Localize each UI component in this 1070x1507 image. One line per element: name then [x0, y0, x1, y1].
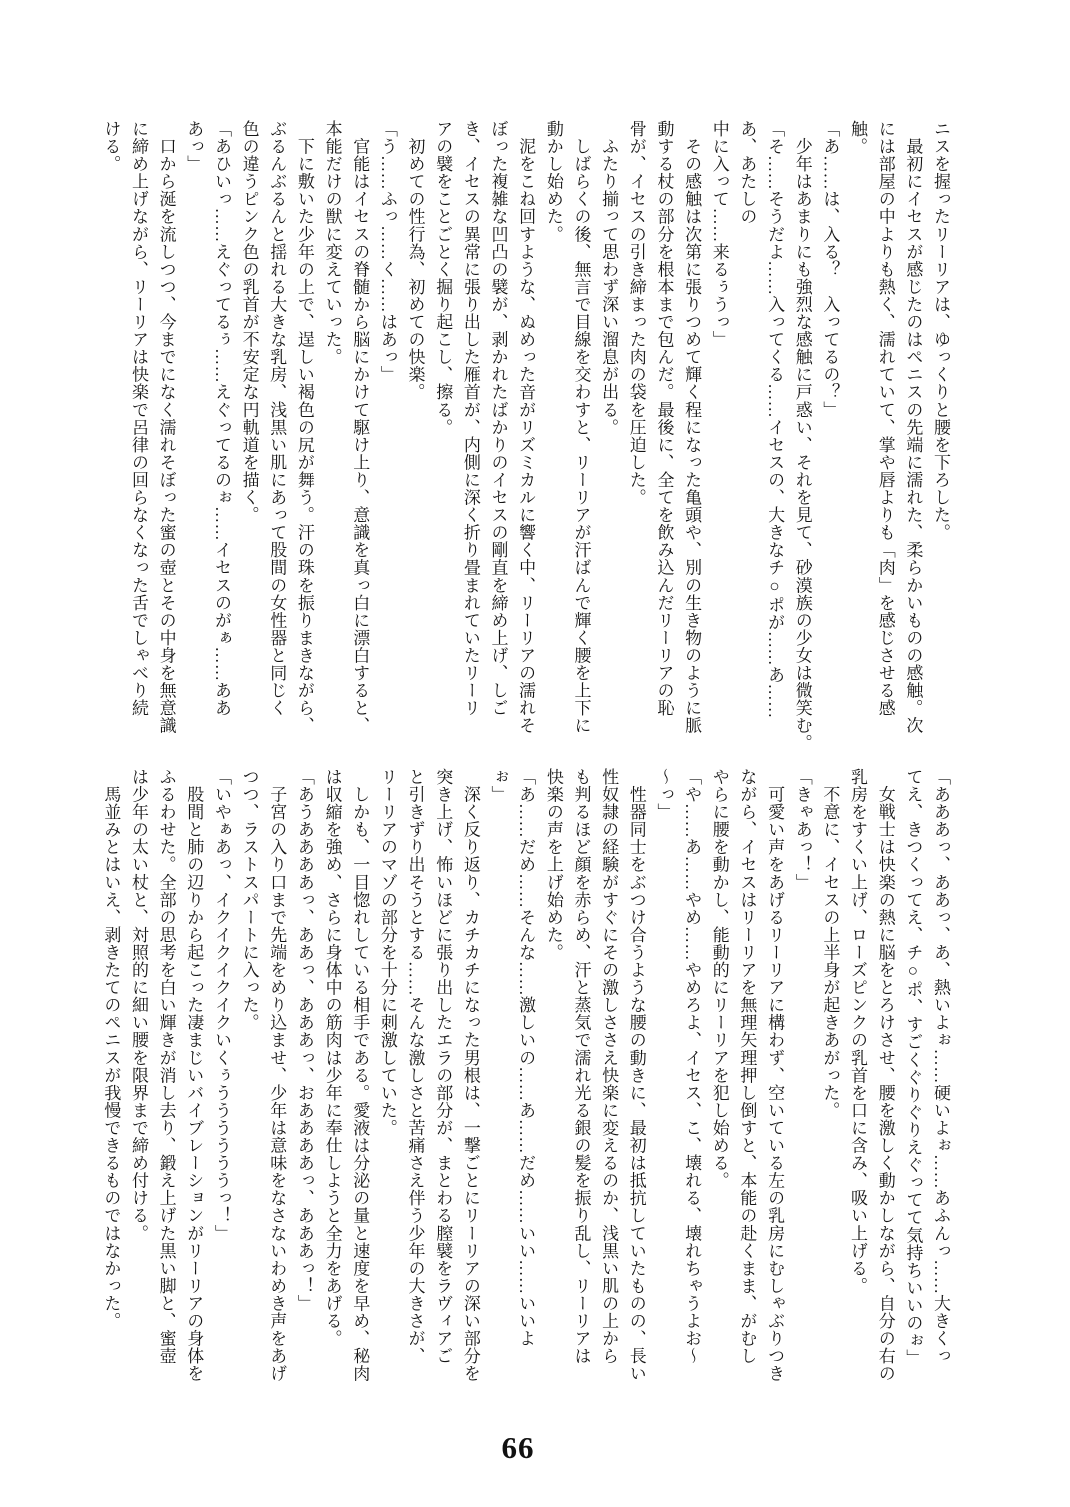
text-column-line: しかも、一目惚れしている相手である。愛液は分泌の量と速度を早め、秘肉 [350, 768, 370, 1383]
text-column-line: には部屋の中よりも熱く、濡れていて、掌や唇よりも「肉」を感じさせる感 [875, 120, 895, 717]
text-column-line: 下に敷いた少年の上で、逞しい褐色の尻が舞う。汗の珠を振りまきながら、 [294, 120, 314, 735]
text-column-line: 「や……あ……やめ……やめろよ、イセス、こ、壊れる、壊れちゃうよお～ [682, 768, 702, 1365]
text-column-line: ぼった複雑な凹凸の襞が、剥かれたばかりのイセスの剛直を締め上げ、しご [488, 120, 508, 717]
text-column-line: 「あああっ、ああっ、あ、熱いよぉ……硬いよぉ……あふんっ……大きくっ [931, 768, 950, 1365]
text-column-line: 可愛い声をあげるリーリアに構わず、空いている左の乳房にむしゃぶりつき [765, 768, 785, 1383]
text-column-line: 「きゃあっ！」 [792, 768, 812, 891]
text-column-line: 動する杖の部分を根本まで包んだ。最後に、全てを飲み込んだリーリアの恥 [654, 120, 674, 717]
text-column-line: しばらくの後、無言で目線を交わすと、リーリアが汗ばんで輝く腰を上下に [571, 120, 591, 735]
text-column-line: 初めての性行為、初めての快楽。 [405, 120, 425, 401]
text-column-line: リーリアのマゾの部分を十分に刺激していた。 [377, 768, 397, 1137]
text-column-line: 泥をこね回すような、ぬめった音がリズミカルに響く中、リーリアの濡れそ [516, 120, 536, 735]
text-column-line: 股間と肺の辺りから起こった凄まじいバイブレーションがリーリアの身体を [184, 768, 204, 1383]
text-column-line: 最初にイセスが感じたのはペニスの先端に濡れた、柔らかいものの感触。次 [903, 120, 923, 735]
text-column-line: 色の違うピンク色の乳首が不安定な円軌道を描く。 [239, 120, 259, 524]
text-column-line: 「あうああああっ、ああっ、あああっ、おああああっ、あああっ！」 [294, 768, 314, 1313]
text-column-line: き、イセスの異常に張り出した雁首が、内側に深く折り畳まれていたリーリ [460, 120, 480, 717]
text-block-bottom [97, 768, 954, 1418]
text-column-line: アの襞をことごとく掘り起こし、擦る。 [433, 120, 453, 436]
text-column-line: あっ」 [184, 120, 204, 173]
text-column-line: つつ、ラストスパートに入った。 [239, 768, 259, 1032]
text-column-line: 少年はあまりにも強烈な感触に戸惑い、それを見て、砂漠族の少女は微笑む。 [792, 120, 812, 752]
text-column-line: 馬並みとはいえ、剥きたてのペニスが我慢できるものではなかった。 [101, 768, 121, 1330]
text-column-line: 「う……ふっ……く……はあっ」 [377, 120, 397, 384]
text-column-line: 「そ……そうだよ……入ってくる……イセスの、大きなチ○ポが……あ…… [765, 120, 785, 719]
text-column-line: あ、あたしの [737, 120, 757, 226]
text-column-line: ニスを握ったリーリアは、ゆっくりと腰を下ろした。 [931, 120, 950, 542]
text-column-line: と引きずり出そうとする……そんな激しさと苦痛さえ伴う少年の大きさが、 [405, 768, 425, 1365]
text-column-line: てえ、きつくってえ、チ○ポ、すごくぐりぐりえぐってて気持ちいいのぉ」 [903, 768, 923, 1367]
text-column-line: ながら、イセスはリーリアを無理矢理押し倒すと、本能の赴くまま、がむし [737, 768, 757, 1365]
text-column-line: 女戦士は快楽の熱に脳をとろけさせ、腰を激しく動かしながら、自分の右の [875, 768, 895, 1383]
text-column-line: に締め上げながら、リーリアは快楽で呂律の回らなくなった舌でしゃべり続 [128, 120, 148, 717]
text-column-line: ぶるんぶるんと揺れる大きな乳房、浅黒い肌にあって股間の女性器と同じく [267, 120, 287, 717]
text-column-line: やらに腰を動かし、能動的にリーリアを犯し始める。 [709, 768, 729, 1190]
text-column-line: は少年の太い杖と、対照的に細い腰を限界まで締め付ける。 [128, 768, 148, 1242]
text-column-line: ぉ」 [488, 768, 508, 804]
text-column-line: 快楽の声を上げ始めた。 [543, 768, 563, 962]
page-number: 66 [501, 1430, 535, 1465]
text-column-line: 不意に、イセスの上半身が起きあがった。 [820, 768, 840, 1119]
text-column-line: 中に入って……来るぅうっ」 [709, 120, 729, 349]
text-column-line: 深く反り返り、カチカチになった男根は、一撃ごとにリーリアの深い部分を [460, 768, 480, 1383]
text-column-line: 本能だけの獣に変えていった。 [322, 120, 342, 366]
text-column-line: 性奴隷の経験がすぐにその激しささえ快楽に変えるのか、浅黒い肌の上から [599, 768, 619, 1365]
text-column-line: ふるわせた。全部の思考を白い輝きが消し去り、鍛え上げた黒い脚と、蜜壺 [156, 768, 176, 1365]
text-column-line: 「あ……は、入る？ 入ってるの？」 [820, 120, 840, 419]
text-column-line: 「あひいっ……えぐってるぅ……えぐってるのぉ……イセスのがぁ……ああ [211, 120, 231, 717]
text-column-line: ふたり揃って思わず深い溜息が出る。 [599, 120, 619, 436]
text-column-line: ける。 [101, 120, 121, 173]
text-column-line: 「いやぁあっ、イクイクイクイクいくぅううううううっ！」 [211, 768, 231, 1242]
text-column-line: 突き上げ、怖いほどに張り出したエラの部分が、まとわる膣襞をラヴィアご [433, 768, 453, 1365]
text-column-line: 動かし始めた。 [543, 120, 563, 243]
text-column-line: は収縮を強め、さらに身体中の筋肉は少年に奉仕しようと全力をあげる。 [322, 768, 342, 1348]
text-column-line: 口から涎を流しつつ、今までになく濡れそぼった蜜の壺とその中身を無意識 [156, 120, 176, 735]
text-column-line: も判るほど顔を赤らめ、汗と蒸気で濡れ光る銀の髪を振り乱し、リーリアは [571, 768, 591, 1365]
text-column-line: 性器同士をぶつけ合うような腰の動きに、最初は抵抗していたものの、長い [626, 768, 646, 1383]
text-column-line: その感触は次第に張りつめて輝く程になった亀頭や、別の生き物のように脈 [682, 120, 702, 735]
text-column-line: ～っ」 [654, 768, 674, 821]
text-column-line: 触。 [848, 120, 868, 156]
text-column-line: 骨が、イセスの引き締まった肉の袋を圧迫した。 [626, 120, 646, 507]
text-column-line: 「あ……だめ……そんな……激しいの……あ……だめ……いい……いいよ [516, 768, 536, 1348]
text-column-line: 官能はイセスの脊髄から脳にかけて駆け上り、意識を真っ白に漂白すると、 [350, 120, 370, 735]
text-column-line: 子宮の入り口まで先端をめり込ませ、少年は意味をなさないわめき声をあげ [267, 768, 287, 1383]
text-block-top [97, 120, 954, 766]
text-column-line: 乳房をすくい上げ、ローズピンクの乳首を口に含み、吸い上げる。 [848, 768, 868, 1295]
